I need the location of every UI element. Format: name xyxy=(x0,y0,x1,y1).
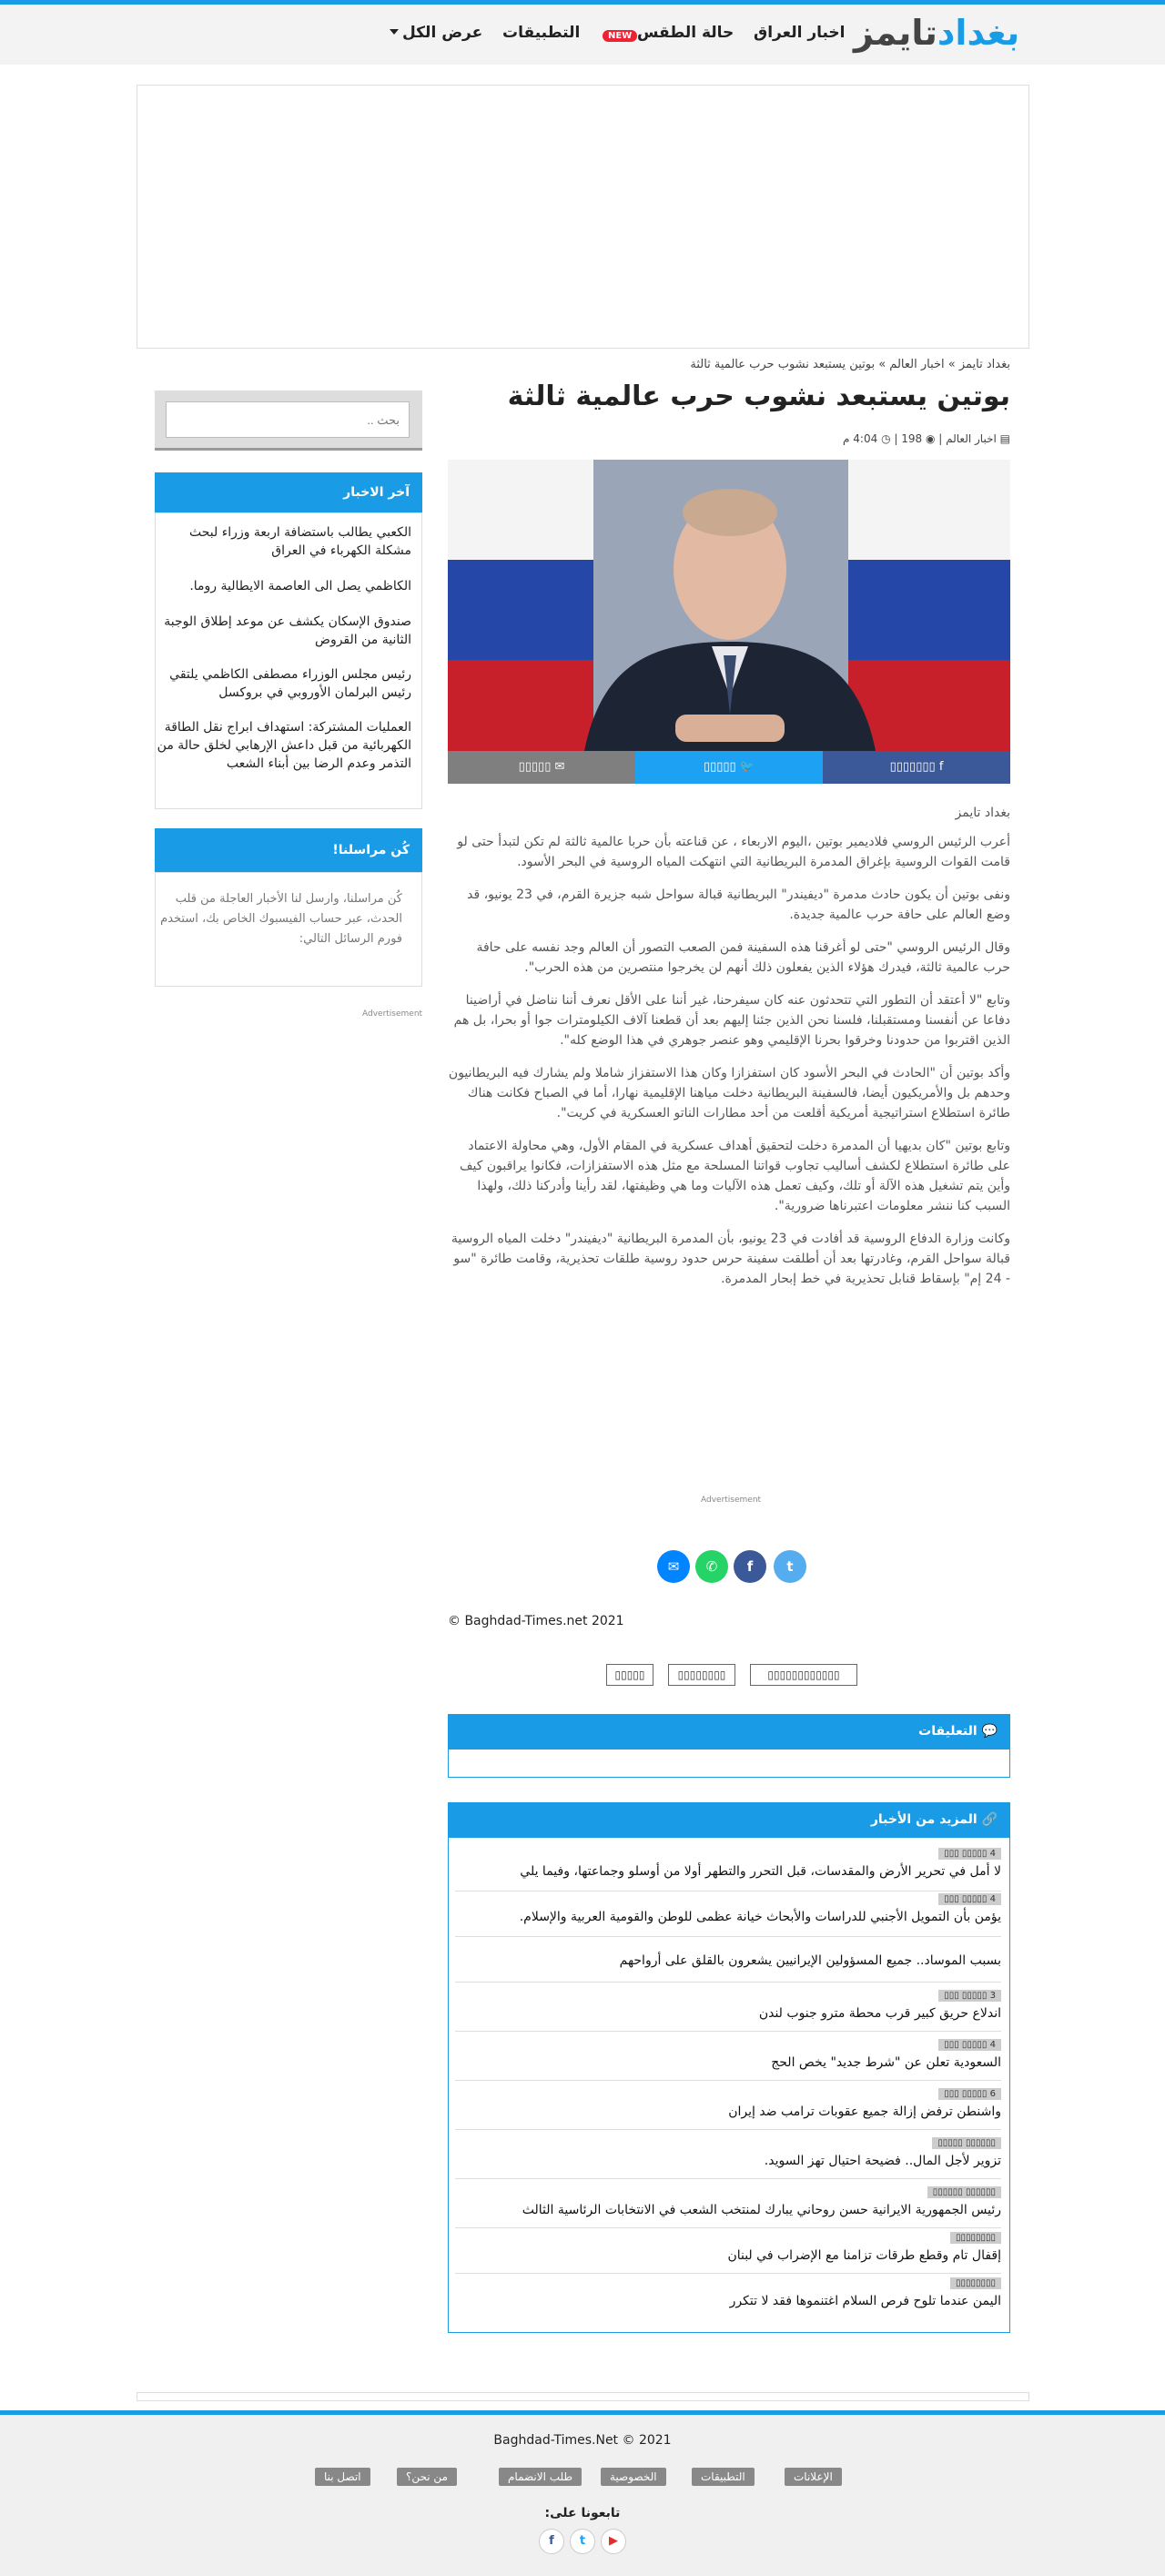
follow-us-label: تابعونا على: xyxy=(544,2506,621,2520)
footer-link-apps[interactable]: التطبيقات xyxy=(692,2468,755,2486)
list-item[interactable]: رئيس مجلس الوزراء مصطفى الكاظمي يلتقي رئيس البرلمان الأوروبي في بروكسل xyxy=(169,667,411,700)
search-input[interactable] xyxy=(166,401,410,438)
comments-header: 💬 التعليقات xyxy=(448,1714,1010,1749)
site-logo[interactable]: بغدادتايمز xyxy=(854,13,1020,53)
footer-link-about[interactable]: من نحن؟ xyxy=(397,2468,457,2486)
list-item[interactable]: ▯▯▯▯▯▯ ▯▯▯▯▯ تزوير لأجل المال.. فضيحة احتيال تهز السويد. xyxy=(455,2137,1001,2179)
article-copyright: © Baghdad-Times.net 2021 xyxy=(448,1614,624,1628)
footer-ad-strip xyxy=(137,2392,1029,2401)
link-icon: 🔗 xyxy=(977,1812,998,1827)
article-paragraph: وقال الرئيس الروسي "حتى لو أغرقنا هذه السفينة فمن الصعب التصور أن العالم وجد نفسه على حافة حرب عالمية ثالثة، فيدرك هؤلاء الذين يفعلون ذلك أنهم لن يخرجوا منتصرين من هذه الحرب". xyxy=(476,940,1010,975)
tag-link[interactable]: ▯▯▯▯▯▯▯▯ xyxy=(668,1664,735,1686)
messenger-icon[interactable]: ✉ xyxy=(657,1550,690,1583)
list-item[interactable]: 6 ▯▯▯▯▯ ▯▯▯ واشنطن ترفض إزالة جميع عقوبات ترامب ضد إيران xyxy=(455,2088,1001,2130)
footer-link-join[interactable]: طلب الانضمام xyxy=(499,2468,582,2486)
nav-weather[interactable]: حالة الطقس xyxy=(637,24,734,42)
list-item[interactable]: الكعبي يطالب باستضافة اربعة وزراء لبحث مشكلة الكهرباء في العراق xyxy=(188,525,411,558)
facebook-icon[interactable]: f xyxy=(734,1550,766,1583)
footer-link-privacy[interactable]: الخصوصية xyxy=(601,2468,666,2486)
twitter-icon: 🐦 xyxy=(735,760,755,774)
footer-link-contact[interactable]: اتصل بنا xyxy=(315,2468,370,2486)
list-item[interactable]: ▯▯▯▯▯▯▯▯ إقفال تام وقطع طرقات تزامنا مع الإضراب في لبنان xyxy=(455,2232,1001,2274)
article-paragraph: وأكد بوتين أن "الحادث في البحر الأسود كان استفزازا وكان هذا الاستفزاز شاملا ولم يشارك فيه البريطانيون وحدهم بل والأمريكيون أيضا، فالسفينة البريطانية دخلت مياهنا الإقليمية نهارا، أما في الصباح فكانت هناك طائرة استطلاع استراتيجية أمريكية أقلعت من أحد مطارات الناتو العسكرية في كريت". xyxy=(448,1066,1010,1121)
article-body xyxy=(448,803,1010,1302)
list-item[interactable]: العمليات المشتركة: استهداف ابراج نقل الطاقة الكهربائية من قبل داعش الإرهابي لخلق حالة من التذمر وعدم الرضا بين أبناء الشعب xyxy=(157,720,411,771)
share-email-button[interactable]: ✉ ▯▯▯▯▯ xyxy=(448,751,635,784)
ad-label: Advertisement xyxy=(701,1496,762,1505)
list-item[interactable]: 4 ▯▯▯▯▯ ▯▯▯ السعودية تعلن عن "شرط جديد" يخص الحج xyxy=(455,2039,1001,2081)
share-facebook-button[interactable]: f ▯▯▯▯▯▯▯ xyxy=(823,751,1010,784)
article-paragraph: ونفى بوتين أن يكون حادث مدمرة "ديفيندر" البريطانية قبالة سواحل شبه جزيرة القرم، في 23 يونيو، قد وضع العالم على حافة حرب عالمية جديدة. xyxy=(467,887,1010,922)
eye-icon: ◉ xyxy=(925,432,936,445)
list-item[interactable]: 3 ▯▯▯▯▯ ▯▯▯ اندلاع حريق كبير قرب محطة مترو جنوب لندن xyxy=(455,1990,1001,2032)
publish-time: 4:04 م xyxy=(843,432,878,445)
top-ad-slot xyxy=(137,85,1029,349)
list-item[interactable]: 4 ▯▯▯▯▯ ▯▯▯ يؤمن بأن التمويل الأجنبي للدراسات والأبحاث خيانة عظمى للوطن والقومية العربية والإسلام. xyxy=(455,1893,1001,1937)
view-count: 198 xyxy=(901,432,923,445)
list-item[interactable]: 4 ▯▯▯▯▯ ▯▯▯ لا أمل في تحرير الأرض والمقدسات، قبل التحرر والتطهر أولا من أوسلو وجماعتها، وفيما يلي xyxy=(455,1848,1001,1891)
facebook-icon[interactable]: f xyxy=(539,2529,564,2554)
twitter-icon[interactable]: t xyxy=(774,1550,806,1583)
article-paragraph: وتابع "لا أعتقد أن التطور التي تتحدثون عنه كان سيفرحنا، غير أننا على الأقل نعرف أننا نناضل في أراضينا دفاعا عن أنفسنا ومستقبلنا، فلسنا نحن الذين جئنا إليهم بعد أن قطعنا آلاف الكيلومترات جوا أو بحرا، بل هم الذين اقتربوا من حدودنا وخرقوا بحرنا الإقليمي وهو عنصر جوهري في هذا الوضع كله". xyxy=(453,993,1010,1048)
search-box xyxy=(155,390,422,451)
nav-iraq-news[interactable]: اخبار العراق xyxy=(754,24,846,42)
comments-icon: 💬 xyxy=(977,1724,998,1739)
article-paragraph: وكانت وزارة الدفاع الروسية قد أفادت في 23 يونيو، بأن المدمرة البريطانية "ديفيندر" دخلت المياه الروسية قبالة سواحل القرم، وغادرتها بعد أن أطلقت سفينة حرس حدود روسية طلقات تحذيرية، وقامت طائرة "سو - 24 إم" بإسقاط قنابل تحذيرية في خط إبحار المدمرة. xyxy=(451,1232,1010,1286)
article-paragraph: وتابع بوتين "كان بديهيا أن المدمرة دخلت لتحقيق أهداف عسكرية في المقام الأول، وهي محاولة الاعتماد على طائرة استطلاع لكشف أساليب تجاوب قواتنا المسلحة مع مثل هذه الاستفزازات، فكانوا يراقبون كيف وأين يتم تشغيل هذه الآلة أو تلك، وكيف تعمل هذه الآليات وما هي وظيفتها، لقد رأينا وأدركنا ذلك، ولهذا السبب كنا ننشر معلومات اعتبرناها ضرورية". xyxy=(460,1139,1010,1213)
chevron-down-icon xyxy=(390,29,399,35)
whatsapp-icon[interactable]: ✆ xyxy=(695,1550,728,1583)
footer-copyright: Baghdad-Times.Net © 2021 xyxy=(493,2433,672,2448)
list-item[interactable]: صندوق الإسكان يكشف عن موعد إطلاق الوجبة الثانية من القروض xyxy=(164,614,411,647)
nav-show-all[interactable]: عرض الكل xyxy=(402,24,483,42)
article-source: بغداد تايمز xyxy=(955,806,1010,820)
share-twitter-button[interactable]: 🐦 ▯▯▯▯▯ xyxy=(635,751,823,784)
twitter-icon[interactable]: t xyxy=(570,2529,595,2554)
latest-news-header: آخر الاخبار xyxy=(155,472,422,512)
article-meta: ▤ اخبار العالم | ◉ 198 | ◷ 4:04 م xyxy=(843,432,1010,445)
list-item[interactable]: ▯▯▯▯▯▯ ▯▯▯▯▯▯ رئيس الجمهورية الايرانية حسن روحاني يبارك لمنتخب الشعب في الانتخابات الرئاسية الثالث xyxy=(455,2186,1001,2228)
breadcrumb[interactable]: بغداد تايمز » اخبار العالم » بوتين يستبعد نشوب حرب عالمية ثالثة xyxy=(690,358,1010,371)
tag-link[interactable]: ▯▯▯▯▯▯▯▯▯▯▯▯ xyxy=(750,1664,857,1686)
category-icon: ▤ xyxy=(999,432,1010,445)
tag-link[interactable]: ▯▯▯▯▯ xyxy=(606,1664,653,1686)
more-news-header: 🔗 المزيد من الأخبار xyxy=(448,1802,1010,1837)
comments-body xyxy=(448,1749,1010,1778)
nav-apps[interactable]: التطبيقات xyxy=(502,24,581,42)
page-title: بوتين يستبعد نشوب حرب عالمية ثالثة xyxy=(507,380,1010,412)
facebook-icon: f xyxy=(935,760,944,774)
article-hero-image xyxy=(448,460,1010,751)
list-item[interactable]: ▯▯▯▯▯▯▯▯ اليمن عندما تلوح فرص السلام اغتنموها فقد لا تتكرر xyxy=(729,2278,1001,2308)
reporter-header: كُن مراسلنا! xyxy=(155,828,422,872)
ad-label: Advertisement xyxy=(362,1009,423,1019)
reporter-text: كُن مراسلنا، وارسل لنا الأخبار العاجلة من قلب الحدث، عبر حساب الفيسبوك الخاص بك، استخدم فورم الرسائل التالي: xyxy=(160,892,402,946)
article-category[interactable]: اخبار العالم xyxy=(946,432,997,445)
article-paragraph: أعرب الرئيس الروسي فلاديمير بوتين ،اليوم الاربعاء ، عن قناعته بأن حربا عالمية ثالثة لم تكن لتبدأ حتى لو قامت القوات الروسية بإغراق المدمرة البريطانية التي انتهكت المياه الروسية في البحر الأسود. xyxy=(457,835,1010,869)
list-item[interactable]: الكاظمي يصل الى العاصمة الايطالية روما. xyxy=(189,579,411,593)
youtube-icon[interactable]: ▶ xyxy=(601,2529,626,2554)
footer-link-ads[interactable]: الإعلانات xyxy=(785,2468,842,2486)
new-badge: NEW xyxy=(603,30,637,42)
envelope-icon: ✉ xyxy=(551,760,565,774)
clock-icon: ◷ xyxy=(881,432,891,445)
list-item[interactable]: بسبب الموساد.. جميع المسؤولين الإيرانيين يشعرون بالقلق على أرواحهم xyxy=(455,1948,1001,1983)
